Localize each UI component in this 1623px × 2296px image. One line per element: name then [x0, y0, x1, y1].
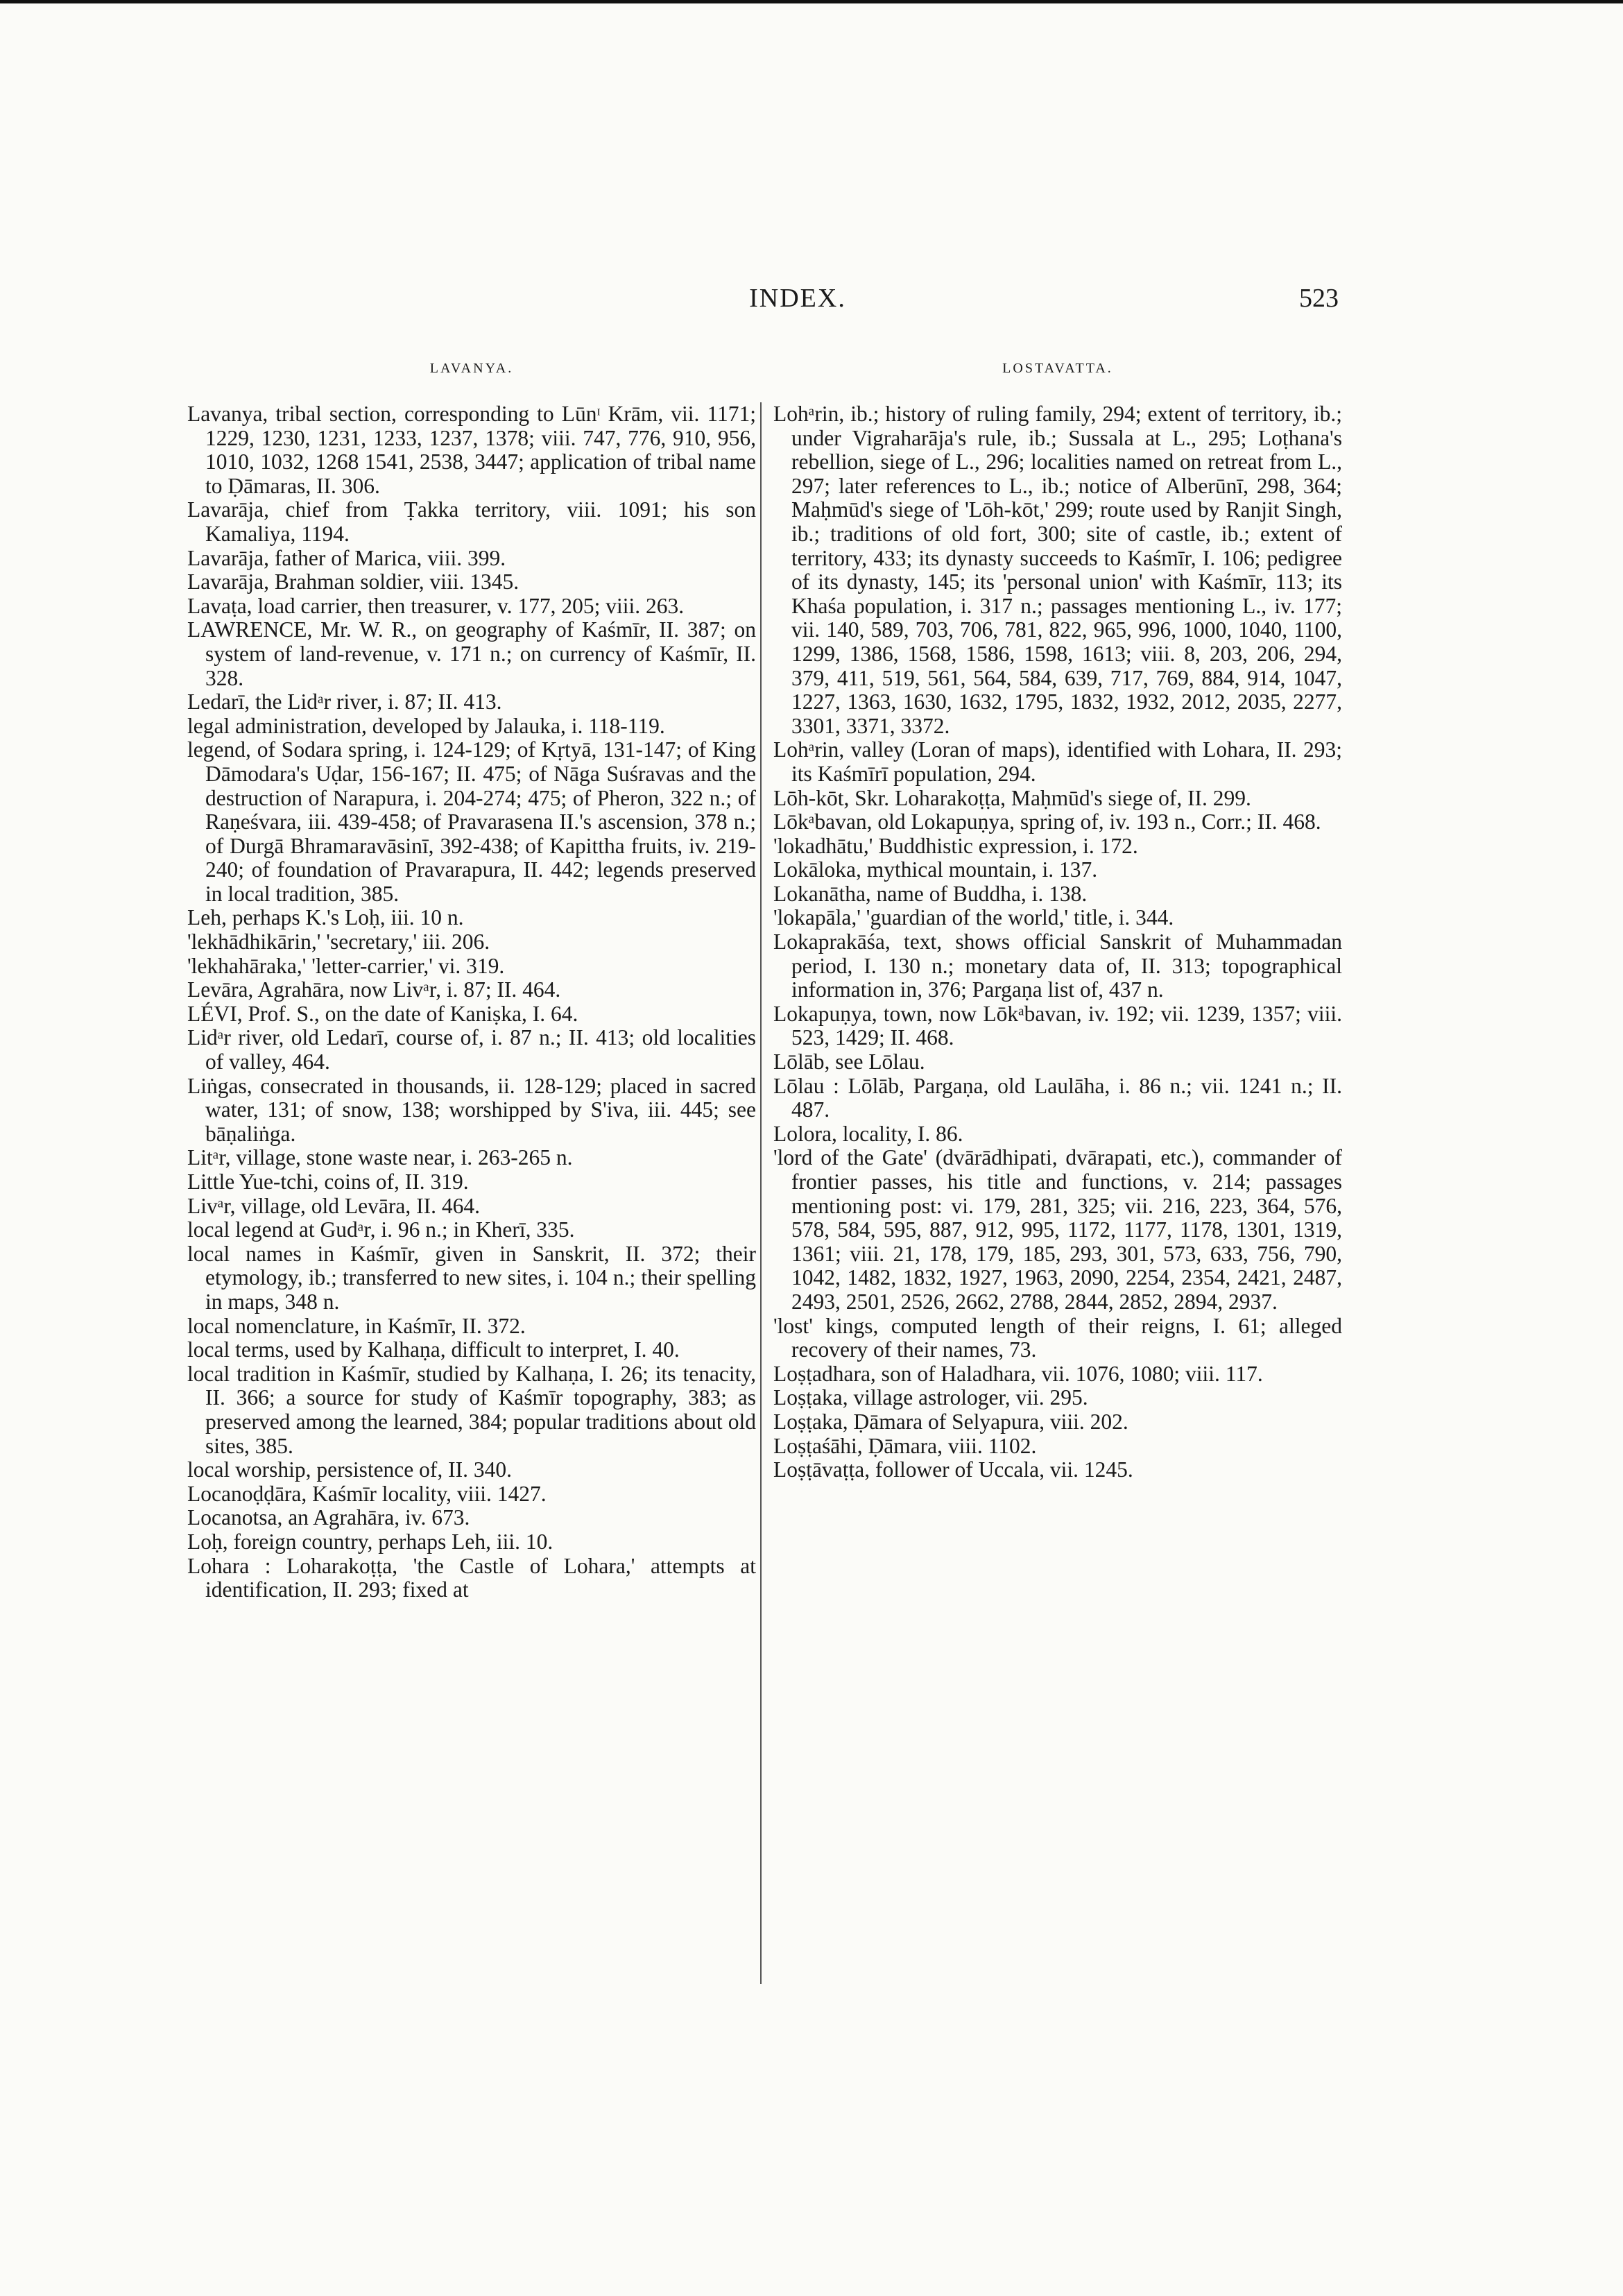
- left-index-column: [187, 402, 756, 1602]
- index-entry: Lōlāb, see Lōlau.: [773, 1050, 925, 1074]
- index-entry: local names in Kaśmīr, given in Sanskrit, II. 372; their etymology, ib.; transferred to new sites, i. 104 n.; their spelling in maps, 348 n.: [187, 1241, 756, 1314]
- running-head-left: LAVANYA.: [429, 361, 514, 376]
- scan-edge: [0, 0, 1623, 3]
- index-entry: Lokanātha, name of Buddha, i. 138.: [773, 881, 1088, 906]
- index-entry: LÉVI, Prof. S., on the date of Kaniṣka, I. 64.: [187, 1001, 578, 1026]
- index-entry: Lōlau : Lōlāb, Pargaṇa, old Laulāha, i. 86 n.; vii. 1241 n.; II. 487.: [773, 1073, 1342, 1122]
- running-head-right: LOSTAVATTA.: [1002, 361, 1113, 376]
- index-entry: 'lekhādhikārin,' 'secretary,' iii. 206.: [187, 929, 490, 954]
- index-entry: Lohara : Loharakoṭṭa, 'the Castle of Lohara,' attempts at identification, II. 293; fixed at: [187, 1553, 756, 1602]
- page-header: [0, 283, 1623, 325]
- index-entry: 'lekhahāraka,' 'letter-carrier,' vi. 319.: [187, 953, 505, 978]
- index-entry: Lōkᵃbavan, old Lokapuṇya, spring of, iv. 193 n., Corr.; II. 468.: [773, 809, 1321, 834]
- index-entry: local tradition in Kaśmīr, studied by Kalhaṇa, I. 26; its tenacity, II. 366; a source for study of Kaśmīr topography, 383; as preserved among the learned, 384; popular traditions about old sites, 385.: [187, 1361, 756, 1458]
- index-entry: Lavaṭa, load carrier, then treasurer, v. 177, 205; viii. 263.: [187, 593, 685, 618]
- index-entry: local terms, used by Kalhaṇa, difficult to interpret, I. 40.: [187, 1337, 680, 1362]
- index-entry: Lavanya, tribal section, corresponding to Lūnᶦ Krām, vii. 1171; 1229, 1230, 1231, 1233, 1237, 1378; viii. 747, 776, 910, 956, 1010, 1032, 1268 1541, 2538, 3447; application of tribal name to Ḍāmaras, II. 306.: [187, 402, 756, 498]
- index-entry: local legend at Gudᵃr, i. 96 n.; in Kherī, 335.: [187, 1217, 575, 1242]
- index-entry: Lokaprakāśa, text, shows official Sanskrit of Muhammadan period, I. 130 n.; monetary data of, II. 313; topographical information in, 376; Pargaṇa list of, 437 n.: [773, 929, 1342, 1002]
- index-entry: Lavarāja, chief from Ṭakka territory, viii. 1091; his son Kamaliya, 1194.: [187, 497, 756, 546]
- index-entry: Loḥ, foreign country, perhaps Leh, iii. 10.: [187, 1529, 553, 1554]
- index-entry: Little Yue-tchi, coins of, II. 319.: [187, 1170, 469, 1194]
- index-entry: Litᵃr, village, stone waste near, i. 263-265 n.: [187, 1145, 573, 1170]
- index-entry: Loṣṭaka, village astrologer, vii. 295.: [773, 1385, 1088, 1410]
- index-entry: Loṣṭāvaṭṭa, follower of Uccala, vii. 1245.: [773, 1457, 1133, 1482]
- index-entry: Locanotsa, an Agrahāra, iv. 673.: [187, 1505, 470, 1530]
- index-entry: Locanoḍḍāra, Kaśmīr locality, viii. 1427.: [187, 1481, 547, 1506]
- index-entry: 'lokadhātu,' Buddhistic expression, i. 172.: [773, 833, 1138, 858]
- index-entry: legal administration, developed by Jalauka, i. 118-119.: [187, 713, 665, 738]
- page-number: 523: [1299, 284, 1339, 313]
- index-entry: Loṣṭaka, Ḍāmara of Selyapura, viii. 202.: [773, 1409, 1128, 1434]
- index-entry: Leh, perhaps K.'s Loḥ, iii. 10 n.: [187, 905, 464, 930]
- index-entry: local worship, persistence of, II. 340.: [187, 1457, 512, 1482]
- column-divider: [760, 402, 762, 1984]
- index-entry: Levāra, Agrahāra, now Livᵃr, i. 87; II. 464.: [187, 977, 561, 1002]
- index-entry: Loṣṭadhara, son of Haladhara, vii. 1076, 1080; viii. 117.: [773, 1361, 1263, 1386]
- index-entry: 'lord of the Gate' (dvārādhipati, dvārapati, etc.), commander of frontier passes, his title and functions, v. 214; passages mentioning post: vi. 179, 281, 325; vii. 216, 223, 364, 576, 578, 584, 595, 887, 912, 995, 1172, 1177, 1178, 1301, 1319, 1361; viii. 21, 178, 179, 185, 293, 301, 573, 633, 756, 790, 1042, 1482, 1832, 1927, 1963, 2090, 2254, 2354, 2421, 2487, 2493, 2501, 2526, 2662, 2788, 2844, 2852, 2894, 2937.: [773, 1145, 1342, 1314]
- index-entry: Loṣṭaśāhi, Ḍāmara, viii. 1102.: [773, 1433, 1037, 1458]
- index-entry: LAWRENCE, Mr. W. R., on geography of Kaśmīr, II. 387; on system of land-revenue, v. 171 n.; on currency of Kaśmīr, II. 328.: [187, 617, 756, 690]
- index-entry: Livᵃr, village, old Levāra, II. 464.: [187, 1193, 480, 1218]
- index-entry: Lolora, locality, I. 86.: [773, 1121, 963, 1146]
- index-entry: Lōh-kōt, Skr. Loharakoṭṭa, Maḥmūd's siege of, II. 299.: [773, 785, 1251, 810]
- page-title: INDEX.: [749, 284, 846, 313]
- index-entry: legend, of Sodara spring, i. 124-129; of Kṛtyā, 131-147; of King Dāmodara's Uḍar, 156-167; II. 475; of Nāga Suśravas and the destruction of Narapura, i. 204-274; 475; of Pheron, 322 n.; of Raṇeśvara, iii. 439-458; of Pravarasena II.'s ascension, 378 n.; of Durgā Bhramaravāsinī, 392-438; of Kapittha fruits, iv. 219-240; of foundation of Pravarapura, II. 442; legends preserved in local tradition, 385.: [187, 737, 756, 906]
- index-entry: local nomenclature, in Kaśmīr, II. 372.: [187, 1313, 526, 1338]
- index-entry: Lokapuṇya, town, now Lōkᵃbavan, iv. 192; vii. 1239, 1357; viii. 523, 1429; II. 468.: [773, 1001, 1342, 1050]
- index-entry: Liṅgas, consecrated in thousands, ii. 128-129; placed in sacred water, 131; of snow, 138; worshipped by S'iva, iii. 445; see bāṇaliṅga.: [187, 1073, 756, 1146]
- index-entry: Lohᵃrin, valley (Loran of maps), identified with Lohara, II. 293; its Kaśmīrī population, 294.: [773, 737, 1342, 786]
- index-entry: Lavarāja, Brahman soldier, viii. 1345.: [187, 569, 519, 594]
- index-entry: Lidᵃr river, old Ledarī, course of, i. 87 n.; II. 413; old localities of valley, 464.: [187, 1025, 756, 1074]
- right-index-column: [773, 402, 1342, 1482]
- index-entry: Ledarī, the Lidᵃr river, i. 87; II. 413.: [187, 689, 502, 714]
- index-entry: Lokāloka, mythical mountain, i. 137.: [773, 857, 1098, 882]
- index-entry: Lohᵃrin, ib.; history of ruling family, 294; extent of territory, ib.; under Vigraharāja's rule, ib.; Sussala at L., 295; Loṭhana's rebellion, siege of L., 296; localities named on retreat from L., 297; later references to L., ib.; notice of Alberūnī, 298, 364; Maḥmūd's siege of 'Lōh-kōt,' 299; route used by Ranjit Singh, ib.; traditions of old fort, 300; site of castle, ib.; extent of territory, 433; its dynasty succeeds to Kaśmīr, I. 106; pedigree of its dynasty, 145; its 'personal union' with Kaśmīr, 113; its Khaśa population, i. 317 n.; passages mentioning L., iv. 177; vii. 140, 589, 703, 706, 781, 822, 965, 996, 1000, 1040, 1100, 1299, 1386, 1568, 1586, 1598, 1613; viii. 8, 203, 206, 294, 379, 411, 519, 561, 564, 584, 639, 717, 769, 884, 914, 1047, 1227, 1363, 1630, 1632, 1795, 1832, 1932, 2012, 2035, 2277, 3301, 3371, 3372.: [773, 402, 1342, 738]
- index-entry: Lavarāja, father of Marica, viii. 399.: [187, 545, 506, 570]
- index-entry: 'lokapāla,' 'guardian of the world,' title, i. 344.: [773, 905, 1174, 930]
- index-entry: 'lost' kings, computed length of their reigns, I. 61; alleged recovery of their names, 73.: [773, 1313, 1342, 1362]
